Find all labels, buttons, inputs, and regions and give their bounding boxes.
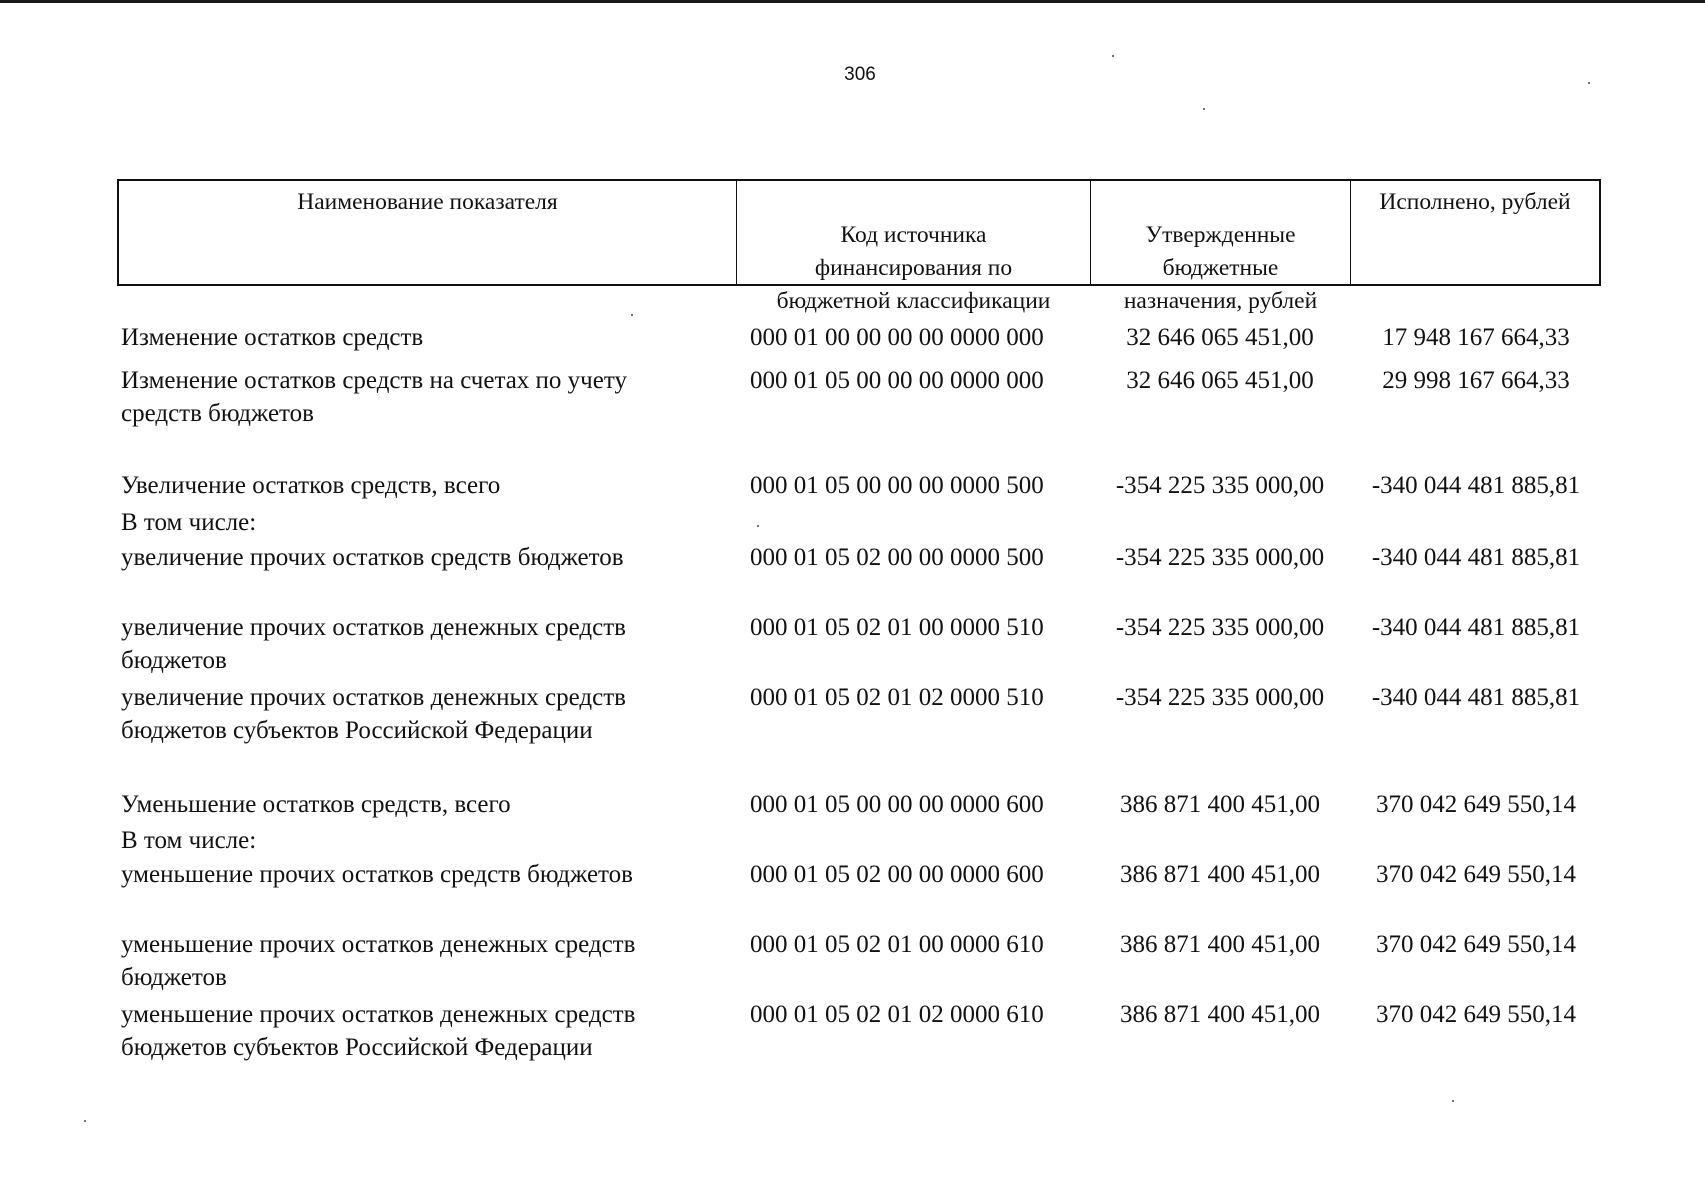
row-approved: -354 225 335 000,00: [1115, 684, 1325, 711]
header-approved-budget-label: Утвержденные бюджетные назначения, рублей: [1123, 222, 1318, 314]
row-approved: -354 225 335 000,00: [1115, 472, 1325, 499]
row-name: уменьшение прочих остатков денежных средств бюджетов субъектов Российской Федерации: [121, 1001, 636, 1061]
row-executed: -340 044 481 885,81: [1371, 544, 1581, 571]
row-code: 000 01 05 02 00 00 0000 600: [750, 861, 1044, 888]
row-code: 000 01 05 00 00 00 0000 600: [750, 791, 1044, 818]
row-name: увеличение прочих остатков денежных средств бюджетов: [121, 614, 626, 674]
row-approved: 386 871 400 451,00: [1120, 931, 1320, 958]
row-executed: 370 042 649 550,14: [1376, 1001, 1576, 1028]
scan-speck: [757, 525, 759, 527]
scan-speck: [1112, 55, 1114, 57]
row-code: 000 01 05 00 00 00 0000 500: [750, 472, 1044, 499]
row-code: 000 01 05 00 00 00 0000 000: [750, 367, 1044, 394]
row-executed: 370 042 649 550,14: [1376, 861, 1576, 888]
row-executed: 370 042 649 550,14: [1376, 931, 1576, 958]
scan-speck: [1452, 1100, 1454, 1102]
row-name: уменьшение прочих остатков денежных средств бюджетов: [121, 931, 636, 991]
row-code: 000 01 05 02 01 00 0000 610: [750, 931, 1044, 958]
row-name: Изменение остатков средств: [121, 324, 424, 351]
scan-speck: [631, 314, 633, 316]
row-name: В том числе:: [121, 509, 257, 536]
row-executed: -340 044 481 885,81: [1371, 472, 1581, 499]
row-code: 000 01 00 00 00 00 0000 000: [750, 324, 1044, 351]
row-executed: 370 042 649 550,14: [1376, 791, 1576, 818]
row-name: увеличение прочих остатков средств бюджетов: [121, 544, 624, 571]
row-approved: -354 225 335 000,00: [1115, 614, 1325, 641]
row-name: увеличение прочих остатков денежных средств бюджетов субъектов Российской Федерации: [121, 684, 626, 744]
row-executed: 29 998 167 664,33: [1382, 367, 1570, 394]
row-name: Изменение остатков средств на счетах по учету средств бюджетов: [121, 367, 627, 427]
header-source-code-label: Код источника финансирования по бюджетной классификации: [776, 222, 1051, 314]
page-number: 306: [844, 64, 876, 85]
scan-speck: [84, 1120, 86, 1122]
row-executed: 17 948 167 664,33: [1382, 324, 1570, 351]
row-approved: 32 646 065 451,00: [1126, 324, 1314, 351]
row-executed: -340 044 481 885,81: [1371, 684, 1581, 711]
row-name: Уменьшение остатков средств, всего: [121, 791, 511, 818]
row-approved: 386 871 400 451,00: [1120, 791, 1320, 818]
row-executed: -340 044 481 885,81: [1371, 614, 1581, 641]
scan-speck: [1588, 82, 1590, 84]
row-name: уменьшение прочих остатков средств бюджетов: [121, 861, 633, 888]
row-code: 000 01 05 02 01 02 0000 510: [750, 684, 1044, 711]
row-approved: 386 871 400 451,00: [1120, 861, 1320, 888]
row-approved: 386 871 400 451,00: [1120, 1001, 1320, 1028]
row-code: 000 01 05 02 01 02 0000 610: [750, 1001, 1044, 1028]
row-approved: 32 646 065 451,00: [1126, 367, 1314, 394]
header-executed-label: Исполнено, рублей: [1379, 189, 1571, 215]
row-code: 000 01 05 02 00 00 0000 500: [750, 544, 1044, 571]
row-name: Увеличение остатков средств, всего: [121, 472, 501, 499]
row-approved: -354 225 335 000,00: [1115, 544, 1325, 571]
row-name: В том числе:: [121, 827, 257, 854]
scan-speck: [1203, 108, 1205, 110]
row-code: 000 01 05 02 01 00 0000 510: [750, 614, 1044, 641]
header-indicator-name-label: Наименование показателя: [297, 189, 558, 215]
